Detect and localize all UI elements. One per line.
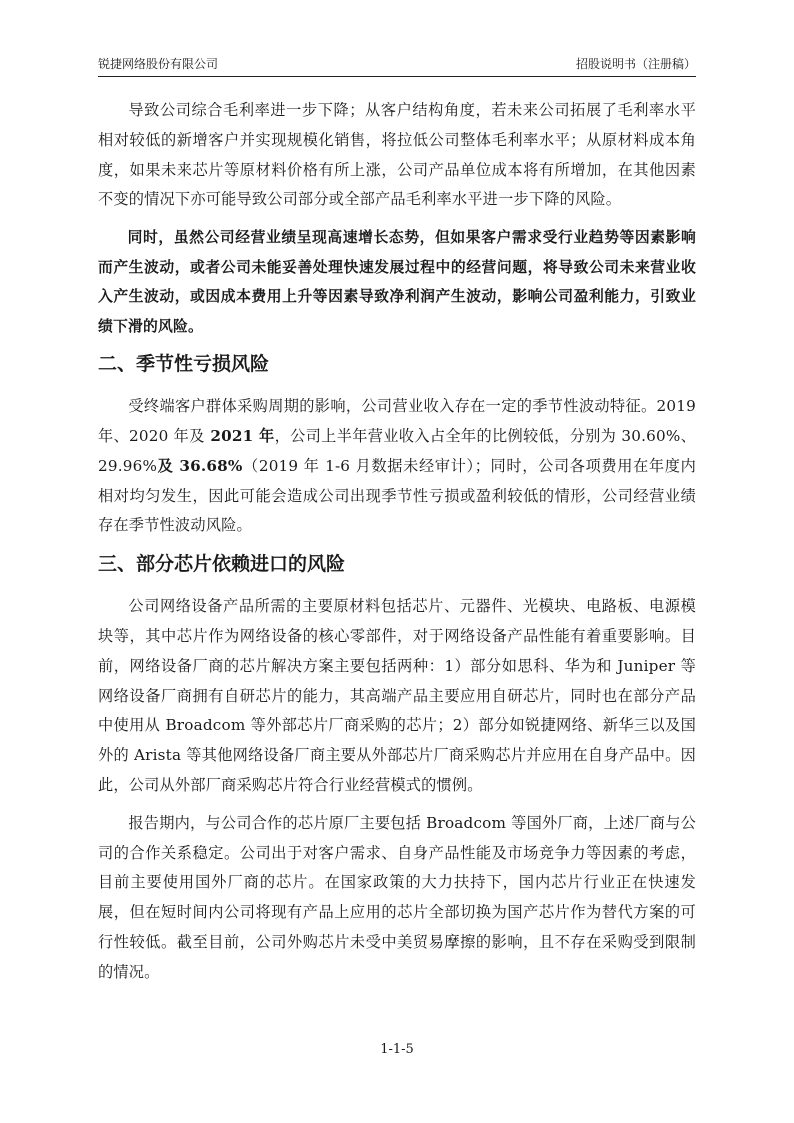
seasonal-bold-year: 2021 年: [204, 426, 275, 445]
document-type: 招股说明书（注册稿）: [575, 57, 696, 71]
paragraph-chip-sourcing: 公司网络设备产品所需的主要原材料包括芯片、元器件、光模块、电路板、电源模块等，其中芯片作为网络设备的核心零部件，对于网络设备产品性能有着重要影响。目前，网络设备厂商的芯片解决方案主要包括两种：1）部分如思科、华为和 Juniper 等网络设备厂商拥有自研芯片的能力，其高端产品主要应用自研芯片，同时也在部分产品中使用从 Broadcom 等外部芯片厂商采购的芯片；2）部分如锐捷网络、新华三以及国外的 Arista 等其他网络设备厂商主要从外部芯片厂商采购芯片并应用在自身产品中。因此，公司从外部厂商采购芯片符合行业经营模式的惯例。: [98, 597, 696, 794]
section-title-chip-import-risk: 三、部分芯片依赖进口的风险: [98, 553, 346, 576]
paragraph-chip-suppliers: 报告期内，与公司合作的芯片原厂主要包括 Broadcom 等国外厂商，上述厂商与公司的合作关系稳定。公司出于对客户需求、自身产品性能及市场竞争力等因素的考虑，目前主要使用国外厂商的芯片。在国家政策的大力扶持下，国内芯片行业正在快速发展，但在短时间内公司将现有产品上应用的芯片全部切换为国产芯片作为替代方案的可行性较低。截至目前，公司外购芯片未受中美贸易摩擦的影响，且不存在采购受到限制的情况。: [98, 813, 696, 981]
paragraph-seasonal-loss: [98, 392, 696, 541]
seasonal-bold-percent: 及 36.68%: [157, 456, 243, 475]
seasonal-text-part2: ，公司上半年营业收入占全年的比例较低，分别为 30.60%、29.96%: [98, 426, 696, 475]
page-header: [98, 54, 696, 77]
seasonal-text-part3: （2019 年 1-6 月数据未经审计）；同时，公司各项费用在年度内相对均匀发生，因此可能会造成公司出现季节性亏损或盈利较低的情形，公司经营业绩存在季节性波动风险。: [98, 456, 696, 535]
document-body: [98, 96, 696, 996]
page-number: 1-1-5: [380, 1042, 414, 1057]
paragraph-gross-margin-risk: 导致公司综合毛利率进一步下降；从客户结构角度，若未来公司拓展了毛利率水平相对较低的新增客户并实现规模化销售，将拉低公司整体毛利率水平；从原材料成本角度，如果未来芯片等原材料价格有所上涨，公司产品单位成本将有所增加，在其他因素不变的情况下亦可能导致公司部分或全部产品毛利率水平进一步下降的风险。: [98, 101, 696, 209]
company-name: 锐捷网络股份有限公司: [98, 57, 219, 71]
seasonal-text-part1: 受终端客户群体采购周期的影响，公司营业收入存在一定的季节性波动特征。2019年、2020 年及: [98, 397, 696, 445]
paragraph-performance-risk: 同时，虽然公司经营业绩呈现高速增长态势，但如果客户需求受行业趋势等因素影响而产生波动，或者公司未能妥善处理快速发展过程中的经营问题，将导致公司未来营业收入产生波动，或因成本费用上升等因素导致净利润产生波动，影响公司盈利能力，引致业绩下滑的风险。: [98, 229, 696, 335]
section-title-seasonal-loss-risk: 二、季节性亏损风险: [98, 353, 270, 376]
